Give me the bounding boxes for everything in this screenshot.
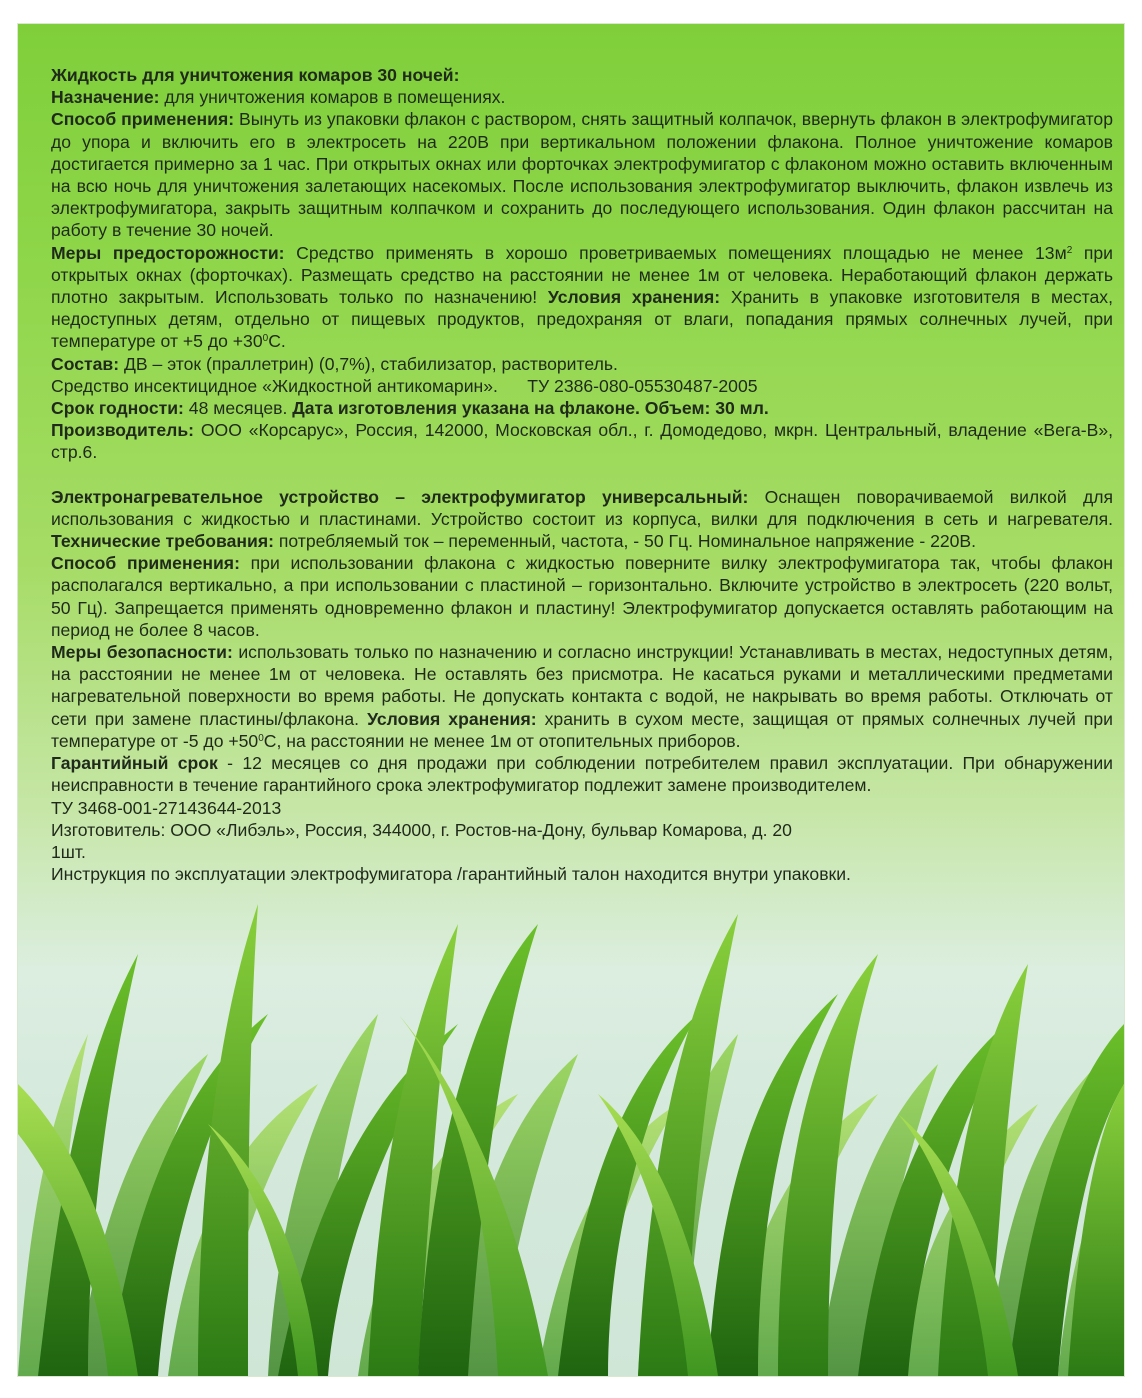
device-instruction-note: Инструкция по эксплуатации электрофумигатора /гарантийный талон находится внутри упаковки. [51, 864, 851, 885]
instructions-text [51, 64, 1113, 885]
device-maker: Изготовитель: ООО «Либэль», Россия, 344000, г. Ростов-на-Дону, бульвар Комарова, д. 20 [51, 819, 792, 840]
liquid-composition: Состав: ДВ – эток (праллетрин) (0,7%), стабилизатор, растворитель. [51, 353, 618, 374]
liquid-usage: Способ применения: Вынуть из упаковки флакон с раствором, снять защитный колпачок, ввернуть флакон в электрофумигатор до упора и включить его в электросеть на 220В при вертикальном положении флакона. Полное уничтожение комаров достигается примерно за 1 час. При открытых окнах или форточках электрофумигатор с флаконом можно оставить включенным на всю ночь для уничтожения залетающих насекомых. После использования электрофумигатор выключить, флакон извлечь из электрофумигатора, закрыть защитным колпачком и сохранить до последующего использования. Один флакон рассчитан на работу в течение 30 ночей. [51, 109, 1113, 241]
device-warranty: Гарантийный срок - 12 месяцев со дня продажи при соблюдении потребителем правил эксплуатации. При обнаружении неисправности в течение гарантийного срока электрофумигатор подлежит замене производителем. [51, 753, 1113, 796]
liquid-registration: Средство инсектицидное «Жидкостной антикомарин». ТУ 2386-080-05530487-2005 [51, 375, 758, 396]
liquid-precautions: Меры предосторожности: Средство применять в хорошо проветриваемых помещениях площадью не менее $13м^2$ при открытых окнах (форточках). Размещать средство на расстоянии не менее 1м от человека. Неработающий флакон держать плотно закрытым. Использовать только по назначению! Условия хранения: Хранить в упаковке изготовителя в местах, недоступных детям, отдельно от пищевых продуктов, предохраняя от влаги, попадания прямых солнечных лучей, при температуре от +5 до $+30^0С$. [51, 242, 1113, 352]
device-quantity: 1шт. [51, 841, 86, 862]
liquid-shelf-life: Срок годности: 48 месяцев. Дата изготовления указана на флаконе. Объем: 30 мл. [51, 398, 769, 419]
device-description: Электронагревательное устройство – электрофумигатор универсальный: Оснащен поворачиваемой вилкой для использования с жидкостью и пластинами. Устройство состоит из корпуса, вилки для подключения в сеть и нагревателя. Технические требования: потребляемый ток – переменный, частота, - 50 Гц. Номинальное напряжение - 220В. [51, 486, 1113, 552]
device-usage: Способ применения: при использовании флакона с жидкостью поверните вилку электрофумигатора так, чтобы флакон располагался вертикально, а при использовании с пластиной – горизонтально. Включите устройство в электросеть (220 вольт, 50 Гц). Запрещается применять одновременно флакон и пластину! Электрофумигатор допускается оставлять работающим на период не более 8 часов. [51, 553, 1113, 640]
liquid-title: Жидкость для уничтожения комаров 30 ночей: [51, 65, 460, 85]
package-back-panel [18, 24, 1124, 1376]
device-safety: Меры безопасности: использовать только по назначению и согласно инструкции! Устанавливать в местах, недоступных детям, на расстоянии не менее 1м от человека. Не оставлять без присмотра. Не касаться руками и металлическими предметами нагревательной поверхности во время работы. Не допускать контакта с водой, не накрывать во время работы. Отключать от сети при замене пластины/флакона. Условия хранения: хранить в сухом месте, защищая от прямых солнечных лучей при температуре от -5 до $+50^0С$, на расстоянии не менее 1м от отопительных приборов. [51, 642, 1114, 751]
device-tu: ТУ 3468-001-27143644-2013 [51, 797, 282, 818]
liquid-manufacturer: Производитель: ООО «Корсарус», Россия, 142000, Московская обл., г. Домодедово, мкрн. Центральный, владение «Вега-В», стр.6. [51, 420, 1113, 463]
liquid-purpose: Назначение: для уничтожения комаров в помещениях. [51, 87, 506, 108]
section-gap [51, 464, 1113, 486]
